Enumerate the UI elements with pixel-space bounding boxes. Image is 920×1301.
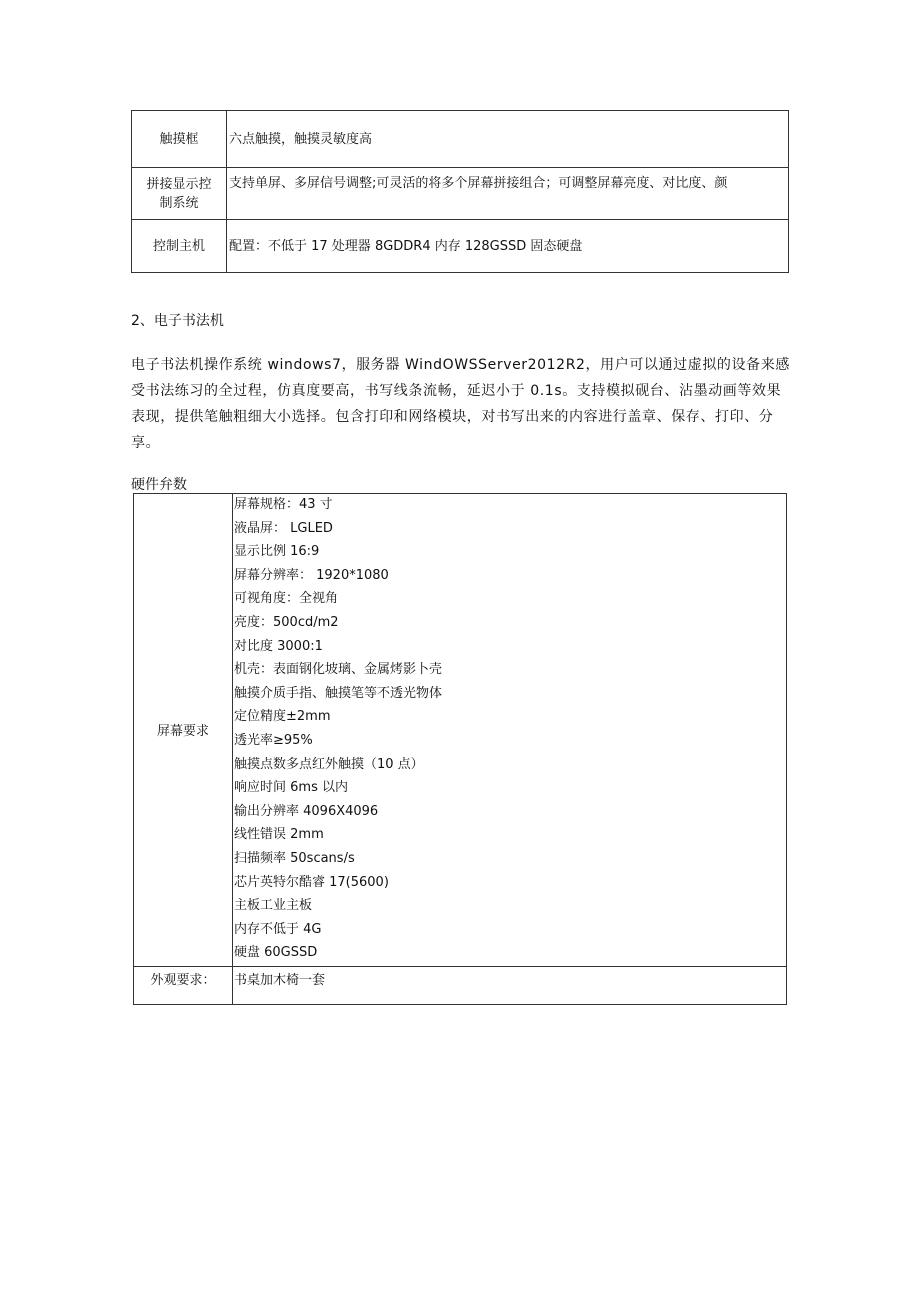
spec-item: 响应时间 6ms 以内 xyxy=(234,780,348,796)
appearance-requirements-value: 书桌加木椅一套 xyxy=(233,966,787,1004)
spec-item: 对比度 3000:1 xyxy=(234,638,323,654)
spec-item: 可视角度：全视角 xyxy=(234,591,339,607)
row-label: 控制主机 xyxy=(132,220,227,273)
spec-item: 主板工业主板 xyxy=(234,898,313,914)
spec-item: 亮度：500cd/m2 xyxy=(234,614,339,630)
table-row xyxy=(134,966,787,1004)
row-label xyxy=(132,168,227,220)
section-heading: 2、电子书法机 xyxy=(131,313,224,329)
table-row xyxy=(134,494,787,967)
spec-item: 硬盘 60GSSD xyxy=(234,945,318,961)
spec-item: 液晶屏： LGLED xyxy=(234,520,333,536)
spec-item: 芯片英特尔酷睿 17(5600) xyxy=(234,874,389,890)
table-row xyxy=(132,220,789,273)
spec-item: 透光率≥95% xyxy=(234,732,313,748)
spec-item: 显示比例 16:9 xyxy=(234,544,320,560)
row-value: 配置：不低于 17 处理器 8GDDR4 内存 128GSSD 固态硬盘 xyxy=(227,220,789,273)
spec-item: 扫描频率 50scans/s xyxy=(234,850,355,866)
spec-item: 输出分辨率 4096X4096 xyxy=(234,803,379,819)
row-label-line: 拼接显示控 xyxy=(146,176,212,192)
spec-item: 屏幕分辨率： 1920*1080 xyxy=(234,567,389,583)
spec-item: 线性错误 2mm xyxy=(234,827,324,843)
device-spec-table xyxy=(131,110,789,273)
row-label-line: 制系统 xyxy=(159,195,199,211)
row-value: 六点触摸，触摸灵敏度高 xyxy=(227,111,789,168)
spec-item: 屏幕规格：43 寸 xyxy=(234,497,333,512)
section-paragraph: 电子书法机操作系统 windows7，服务器 WindOWSServer2012R2，用户可以通过虚拟的设备来感受书法练习的全过程，仿真度要高，书写线条流畅，延迟小于 0.1s。支持模拟砚台、沾墨动画等效果表现，提供笔触粗细大小选择。包含打印和网络模块，对书写出来的内容进行盖章、保存、打印、分享。 xyxy=(131,357,790,451)
hardware-params-table xyxy=(133,493,787,1005)
spec-item: 触摸点数多点红外触摸（10 点） xyxy=(234,756,424,772)
table-row xyxy=(132,168,789,220)
appearance-requirements-label: 外观要求： xyxy=(134,966,233,1004)
spec-item: 机壳：表面钢化坡璃、金属烤影卜壳 xyxy=(234,662,443,678)
row-value: 支持单屏、多屏信号调整;可灵活的将多个屏幕拼接组合；可调整屏幕亮度、对比度、颜 xyxy=(227,168,789,220)
row-label: 触摸框 xyxy=(132,111,227,168)
table-caption: 硬件弁数 xyxy=(131,477,187,493)
table-row xyxy=(132,111,789,168)
spec-item: 定位精度±2mm xyxy=(234,709,331,725)
spec-item: 内存不低于 4G xyxy=(234,921,322,937)
spec-item: 触摸介质手指、触摸笔等不透光物体 xyxy=(234,685,443,701)
screen-requirements-label: 屏幕要求 xyxy=(134,494,233,967)
screen-spec-list xyxy=(233,494,787,967)
